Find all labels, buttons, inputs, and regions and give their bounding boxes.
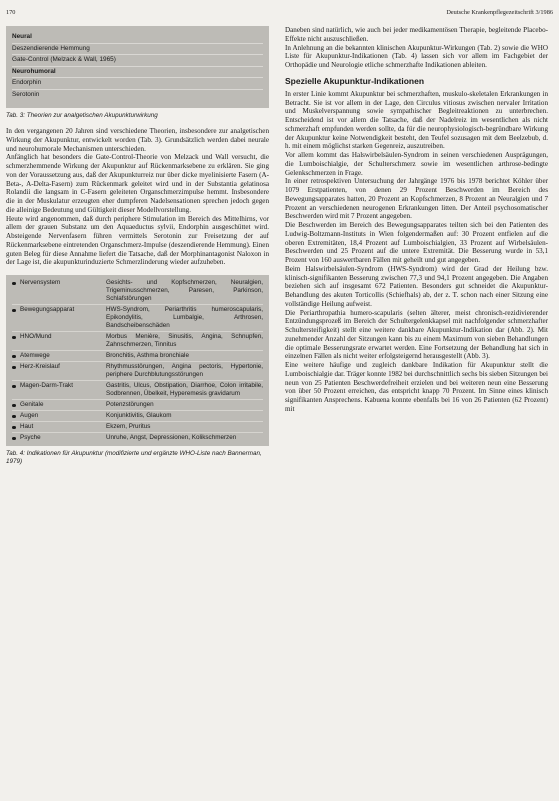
paragraph: Eine weitere häufige und zugleich dankbare Indikation für Akupunktur stellt die Lumboischialgie dar. Träger konnte 1982 bei durchschnittlich sechs bis sieben Sitzungen bei neun von 25 Patienten Beschwerdefreiheit erzielen und bei weiteren neun eine Besserung von über 50 Prozent erreichen, das entspricht knapp 70 Prozent. Im Sinne eines klinisch signifikanten Ansprechens. Kabuena konnte ebenfalls bei 16 von 26 Patienten (62 Prozent) mit [285, 361, 548, 413]
table-cell-value: HWS-Syndrom, Periarthritis humeroscapularis, Epikondylitis, Lumbalgie, Arthrosen, Bandscheibenschäden [106, 306, 263, 329]
right-body-text [285, 26, 548, 70]
page-number: 170 [6, 9, 16, 16]
paragraph: Anfänglich hat besonders die Gate-Control-Theorie von Melzack und Wall versucht, die schmerzhemmende Wirkung der Akupunktur auf Rückenmarksebene zu erklären. Sie ging von der Voraussetzung aus, daß der Akupunkturreiz nur über dicke myelinisierte Fasern (A-Beta-, A-Delta-Fasern) zum Rückenmark geleitet wird und in der Substantia gelatinosa Rolandii die langsam in C-Fasern geleiteten Organschmerzimpulse hemmt. Insbesondere die in der Muskulatur erzeugten eher dumpferen Nadelsensationen sprechen jedoch gegen die alleinige Bedeutung und Gültigkeit dieser Modellvorstellung. [6, 153, 269, 214]
table-cell-value: Morbus Menière, Sinusitis, Angina, Schnupfen, Zahnschmerzen, Tinnitus [106, 333, 263, 348]
paragraph: Die Periarthropathia humero-scapularis (selten älterer, meist chronisch-rezidivierender Entzündungsprozeß im Bereich der Schultergelenkkapsel mit nachfolgender schmerzhafter Schultersteifigkeit) stellt eine weitere dankbare Akupunktur-Indikation dar (Abb. 2). Mit zunehmender Anzahl der Sitzungen kann bis zu einem Maximum von sieben Behandlungen die optimale Besserungsrate erwartet werden. Eine Fortsetzung der Behandlung hat sich in einzelnen Fällen als nicht weiter erfolgsteigernd herausgestellt (Abb. 3). [285, 308, 548, 361]
table-row [12, 305, 263, 332]
table-row: Endorphin [12, 78, 263, 90]
table-cell-key: HNO/Mund [12, 333, 106, 349]
table-cell-key: Magen-Darm-Trakt [12, 382, 106, 398]
table-row [12, 351, 263, 362]
table-row [12, 433, 263, 443]
table-cell-value: Gastritis, Ulcus, Obstipation, Diarrhoe, Colon irritabile, Sodbrennen, Übelkeit, Hyperemesis gravidarum [106, 382, 263, 397]
page-header [6, 8, 553, 18]
table-cell-value: Konjunktivitis, Glaukom [106, 412, 172, 419]
table-row [12, 362, 263, 381]
table-cell-key: Nervensystem [12, 279, 106, 303]
table-row [12, 422, 263, 433]
paragraph: Daneben sind natürlich, wie auch bei jeder medikamentösen Therapie, begleitende Placebo-Effekte nicht auszuschließen. [285, 26, 548, 43]
left-column [6, 26, 269, 466]
table-3 [6, 26, 269, 108]
right-column [285, 26, 548, 414]
paragraph: Vor allem kommt das Halswirbelsäulen-Syndrom in seinen verschiedenen Ausprägungen, die Lumboischialgie, der Schulterschmerz sowie im wesentlichen arthrose-bedingte Gelenkschmerzen in Frage. [285, 151, 548, 177]
left-body-text [6, 127, 269, 267]
table-row: Deszendierende Hemmung [12, 44, 263, 56]
table-row [12, 332, 263, 351]
paragraph: In Anlehnung an die bekannten klinischen Akupunktur-Wirkungen (Tab. 2) sowie die WHO Liste für Akupunktur-Indikationen (Tab. 4) lassen sich vor allem im Fachgebiet der Orthopädie und Neurologie etliche schmerzhafte Indikationen ableiten. [285, 43, 548, 69]
section-heading: Spezielle Akupunktur-Indikationen [285, 75, 425, 86]
table-cell-value: Ekzem, Pruritus [106, 423, 151, 430]
paragraph: In erster Linie kommt Akupunktur bei schmerzhaften, muskulo-skeletalen Erkrankungen in Betracht. Sie ist vor allem in der Lage, den Circulus vitiosus zwischen nervaler Irritation und Muskelverspannung sowie sympathischer Begleitreaktionen zu unterbrechen. Entscheidend ist vor allem die Tatsache, daß der Nadelreiz im wesentlichen als nicht schmerzhaft empfunden werden sollte, da für die neurophysiologisch-begründbare Wirkung der Akupunktur keine Notwendigkeit besteht, den Teufel sozusagen mit dem Beelzebub, d. h. mit einem möglichst starken Gegenreiz, auszutreiben. [285, 89, 548, 151]
paragraph: Beim Halswirbelsäulen-Syndrom (HWS-Syndrom) wird der Grad der Heilung bzw. klinisch-signifikanten Besserung zwischen 77,3 und 94,1 Prozent angegeben. Die Angaben beziehen sich auf insgesamt 672 Patienten. Besonders gut schneidet die Akupunktur-Behandlung des akuten Torticollis (Schiefhals) ab, der z. T. schon nach einer Sitzung eine vollständige Heilung aufweist. [285, 264, 548, 308]
paragraph: In den vergangenen 20 Jahren sind verschiedene Theorien, insbesondere zur analgetischen Wirkung der Akupunktur, entwickelt worden (Tab. 3). Grundsätzlich werden dabei neurale und neurohumorale Mechanismen unterschieden. [6, 127, 269, 153]
table-row: Neural [12, 32, 263, 44]
paragraph: Die Beschwerden im Bereich des Bewegungsapparates teilten sich bei den Patienten des Ludwig-Boltzmann-Instituts in Wien folgendermaßen auf: 30 Prozent entfielen auf die oberen Extremitäten, 18,4 Prozent auf Lumboischialgien, 33 Prozent auf Wirbelsäulen-Beschwerden und 25 Prozent auf die untere Extremität. Die Besserung wurde in 53,1 Prozent von 160 auswertbaren Fällen mit geheilt und gut angegeben. [285, 221, 548, 264]
table-cell-key: Herz-Kreislauf [12, 363, 106, 379]
table-cell-value: Gesichts- und Kopfschmerzen, Neuralgien, Trigeminusschmerzen, Paresen, Parkinson, Schlafstörungen [106, 279, 263, 302]
table-cell-key: Haut [12, 423, 106, 431]
table-cell-key: Augen [12, 412, 106, 420]
right-section-text [285, 90, 548, 414]
table-cell-key: Genitale [12, 401, 106, 409]
table-row [12, 411, 263, 422]
table-row [12, 400, 263, 411]
table-cell-key: Atemwege [12, 352, 106, 360]
table-cell-key: Psyche [12, 434, 106, 442]
paragraph: In einer retrospektiven Untersuchung der Jahrgänge 1976 bis 1978 berichtet Köhler über 1079 Erstpatienten, von denen 29 Prozent Beschwerden im Bereich des Bewegungsapparates hatten, 20 Prozent an Kopfschmerzen, 8 Prozent an Neuralgien und 7 Prozent an verschiedenen neurogenen Erkrankungen litten. Der Anteil psychosomatischer Beschwerden wird mit 7 Prozent angegeben. [285, 177, 548, 221]
table-cell-value: Bronchitis, Asthma bronchiale [106, 352, 189, 359]
table-4 [6, 275, 269, 446]
table-cell-value: Rhythmusstörungen, Angina pectoris, Hypertonie, periphere Durchblutungsstörungen [106, 363, 263, 378]
table-row [12, 381, 263, 400]
table-3-caption: Tab. 3: Theorien zur analgetischen Akupunkturwirkung [6, 112, 158, 119]
table-row: Gate-Control (Melzack & Wall, 1965) [12, 55, 263, 67]
paragraph: Heute wird angenommen, daß durch periphere Stimulation im Bereich des Mittelhirns, vor allem der grauen Substanz um den Aquaeductus sylvii, Endorphin ausgeschüttet wird. Absteigende Nervenfasern führen vermittels Serotonin zur Freisetzung der auf Rückenmarksebene eintretenden Organschmerz-Impulse (deszendierende Hemmung). Einen guten Beleg für diese Annahme liefert die Tatsache, daß der Morphinantagonist Naloxon in der Lage ist, die akupunkturinduzierte Schmerzlinderung wieder aufzuheben. [6, 214, 269, 267]
table-cell-value: Unruhe, Angst, Depressionen, Kolikschmerzen [106, 434, 237, 441]
table-row: Serotonin [12, 90, 40, 98]
table-row: Neurohumoral [12, 67, 263, 79]
table-cell-key: Bewegungsapparat [12, 306, 106, 330]
table-row [12, 278, 263, 305]
table-4-caption: Tab. 4: Indikationen für Akupunktur (modifizierte und ergänzte WHO-Liste nach Bannerman, 1979) [6, 450, 262, 465]
table-cell-value: Potenzstörungen [106, 401, 154, 408]
journal-title: Deutsche Krankenpflegezeitschrift 3/1986 [446, 9, 553, 16]
